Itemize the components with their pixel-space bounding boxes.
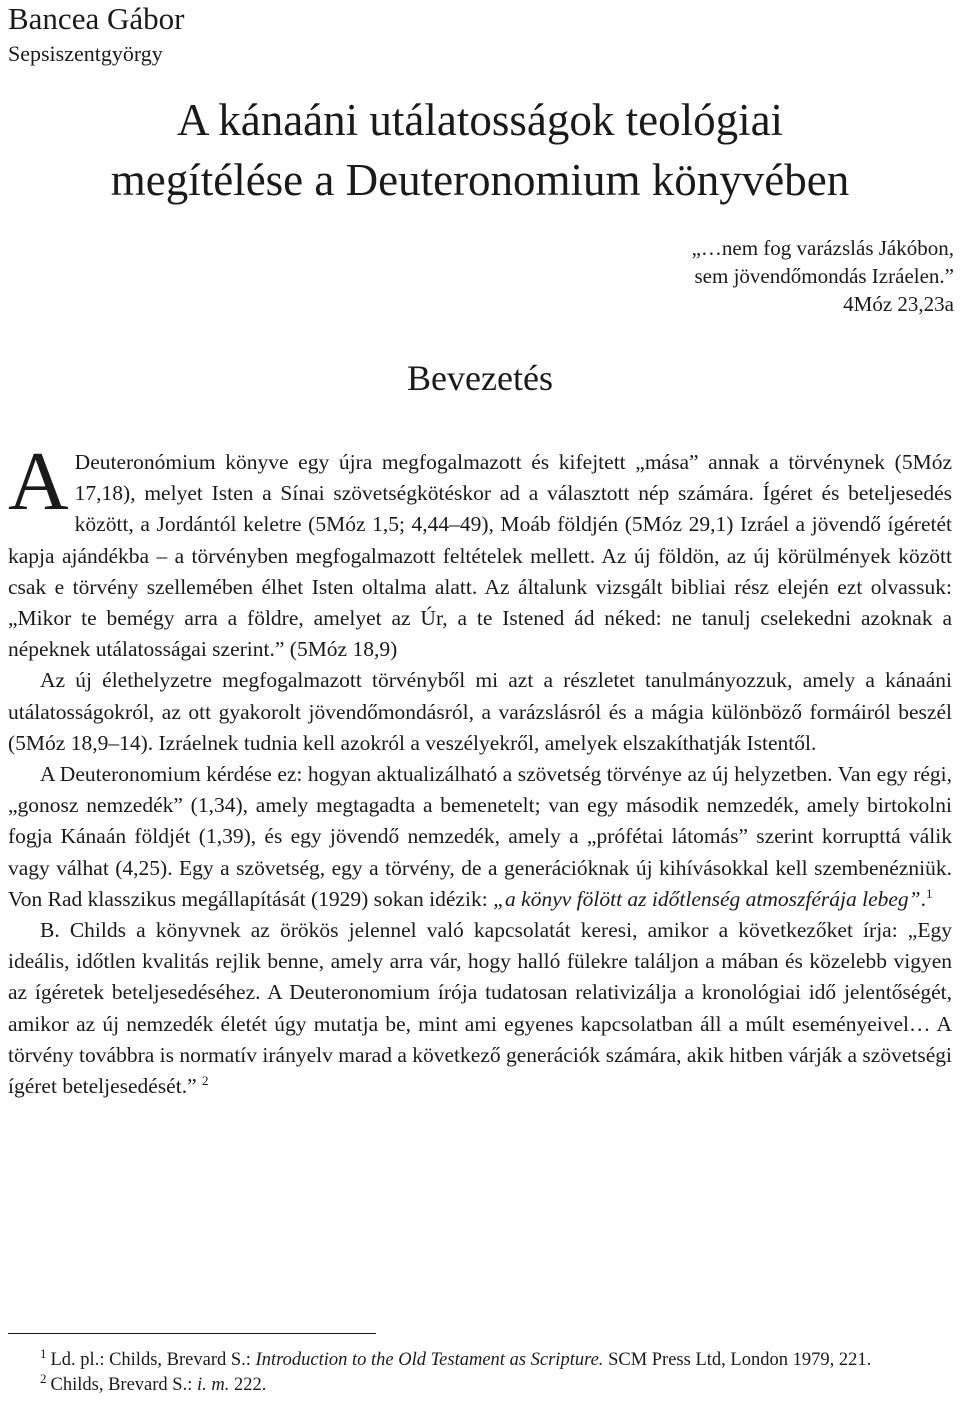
epigraph-line-2: sem jövendőmondás Izráelen.”: [694, 264, 954, 288]
epigraph-line-1: „…nem fog varázslás Jákóbon,: [691, 236, 954, 260]
footnote-divider: [8, 1333, 376, 1334]
paragraph-3-text: A Deuteronomium kérdése ez: hogyan aktualizálható a szövetség törvénye az új helyzetben. Van egy régi, „gonosz nemzedék” (1,34), amely megtagadta a bemenetelt; van egy második nemzedék, amely birtokolni fogja Kánaán földjét (1,39), és egy jövendő nemzedék, amely a „prófétai látomás” szerint korrupttá válik vagy válhat (4,25). Egy a szövetség, egy a törvény, de a generációknak új kihívásokkal kell szembenézniük. Von Rad klasszikus megállapítását (1929) sokan idézik:: [8, 762, 952, 911]
footnote-2-text: Childs, Brevard S.:: [50, 1375, 197, 1395]
author-affiliation: Sepsiszentgyörgy: [8, 41, 163, 66]
footnote-2: [8, 1370, 952, 1398]
title-line-1: A kánaáni utálatosságok teológiai: [176, 95, 784, 145]
epigraph: [692, 234, 954, 318]
paragraph-4: [8, 915, 952, 1102]
paragraph-4-text: B. Childs a könyvnek az örökös jelennel való kapcsolatát keresi, amikor a következőket írja: „Egy ideális, időtlen kvalitás rejlik benne, amely arra vár, hogy halló fülekre találjon a mában és közelebb vigyen az ígéretek beteljesedéséhez. A Deuteronomium írója tudatosan relativizálja a kronológiai idő jelentőségét, amikor az új nemzedék életét úgy mutatja be, mint ami egyenes kapcsolatban áll a múlt eseményeivel… A törvény továbbra is normatív irányelv marad a következő generációk számára, akik hitben várják a szövetségi ígéret beteljesedését.”: [8, 918, 952, 1099]
article-body: [8, 435, 952, 1102]
footnote-1-text: Ld. pl.: Childs, Brevard S.:: [50, 1350, 256, 1370]
von-rad-quote: „a könyv fölött az időtlenség atmoszférája lebeg”: [493, 886, 921, 911]
footnote-2-page: 222.: [229, 1375, 267, 1395]
paragraph-1-text: Deuteronómium könyve egy újra megfogalmazott és kifejtett „mása” annak a törvénynek (5Móz 17,18), melyet Isten a Sínai szövetségkötéskor ad a választott nép számára. Ígéret és beteljesedés között, a Jordántól keletre (5Móz 1,5; 4,44–49), Moáb földjén (5Móz 29,1) Izráel a jövendő ígéretét kapja ajándékba – a törvényben megfogalmazott feltételek mellett. Az új földön, az új körülmények között csak e törvény szellemében élhet Isten oltalma alatt. Az általunk vizsgált bibliai rész elején ezt olvassuk: „Mikor te bemégy arra a földre, amelyet az Úr, a te Istened ád néked: ne tanulj cselekedni azoknak a népeknek utálatosságai szerint.” (5Móz 18,9): [8, 450, 952, 662]
article-title: [0, 90, 960, 210]
drop-cap: A: [8, 435, 69, 528]
footnote-2-abbrev: i. m.: [196, 1375, 230, 1395]
title-line-2: megítélése a Deuteronomium könyvében: [110, 155, 850, 205]
footnote-1: [8, 1345, 952, 1373]
footnote-1-publisher: SCM Press Ltd, London 1979, 221.: [603, 1350, 872, 1370]
paragraph-2: Az új élethelyzetre megfogalmazott törvényből mi azt a részletet tanulmányozzuk, amely a kánaáni utálatosságokról, az ott gyakorolt jövendőmondásról, a varázslásról és a mágia különböző formáiról beszél (5Móz 18,9–14). Izráelnek tudnia kell azokról a veszélyekről, amelyek elszakíthatják Istentől.: [8, 668, 952, 755]
paragraph-3: [8, 759, 952, 915]
footnote-2-number: 2: [40, 1370, 47, 1386]
footnotes: [8, 1345, 952, 1398]
epigraph-source: 4Móz 23,23a: [843, 292, 954, 316]
footnote-1-number: 1: [40, 1345, 47, 1361]
paragraph-1: [8, 435, 952, 665]
footnote-ref-1[interactable]: 1: [926, 885, 933, 901]
section-heading: Bevezetés: [407, 358, 553, 398]
author-name: Bancea Gábor: [8, 1, 185, 36]
paragraph-3-end: .: [920, 886, 927, 911]
footnote-ref-2[interactable]: 2: [202, 1072, 209, 1088]
footnote-1-title: Introduction to the Old Testament as Scripture.: [255, 1350, 604, 1370]
